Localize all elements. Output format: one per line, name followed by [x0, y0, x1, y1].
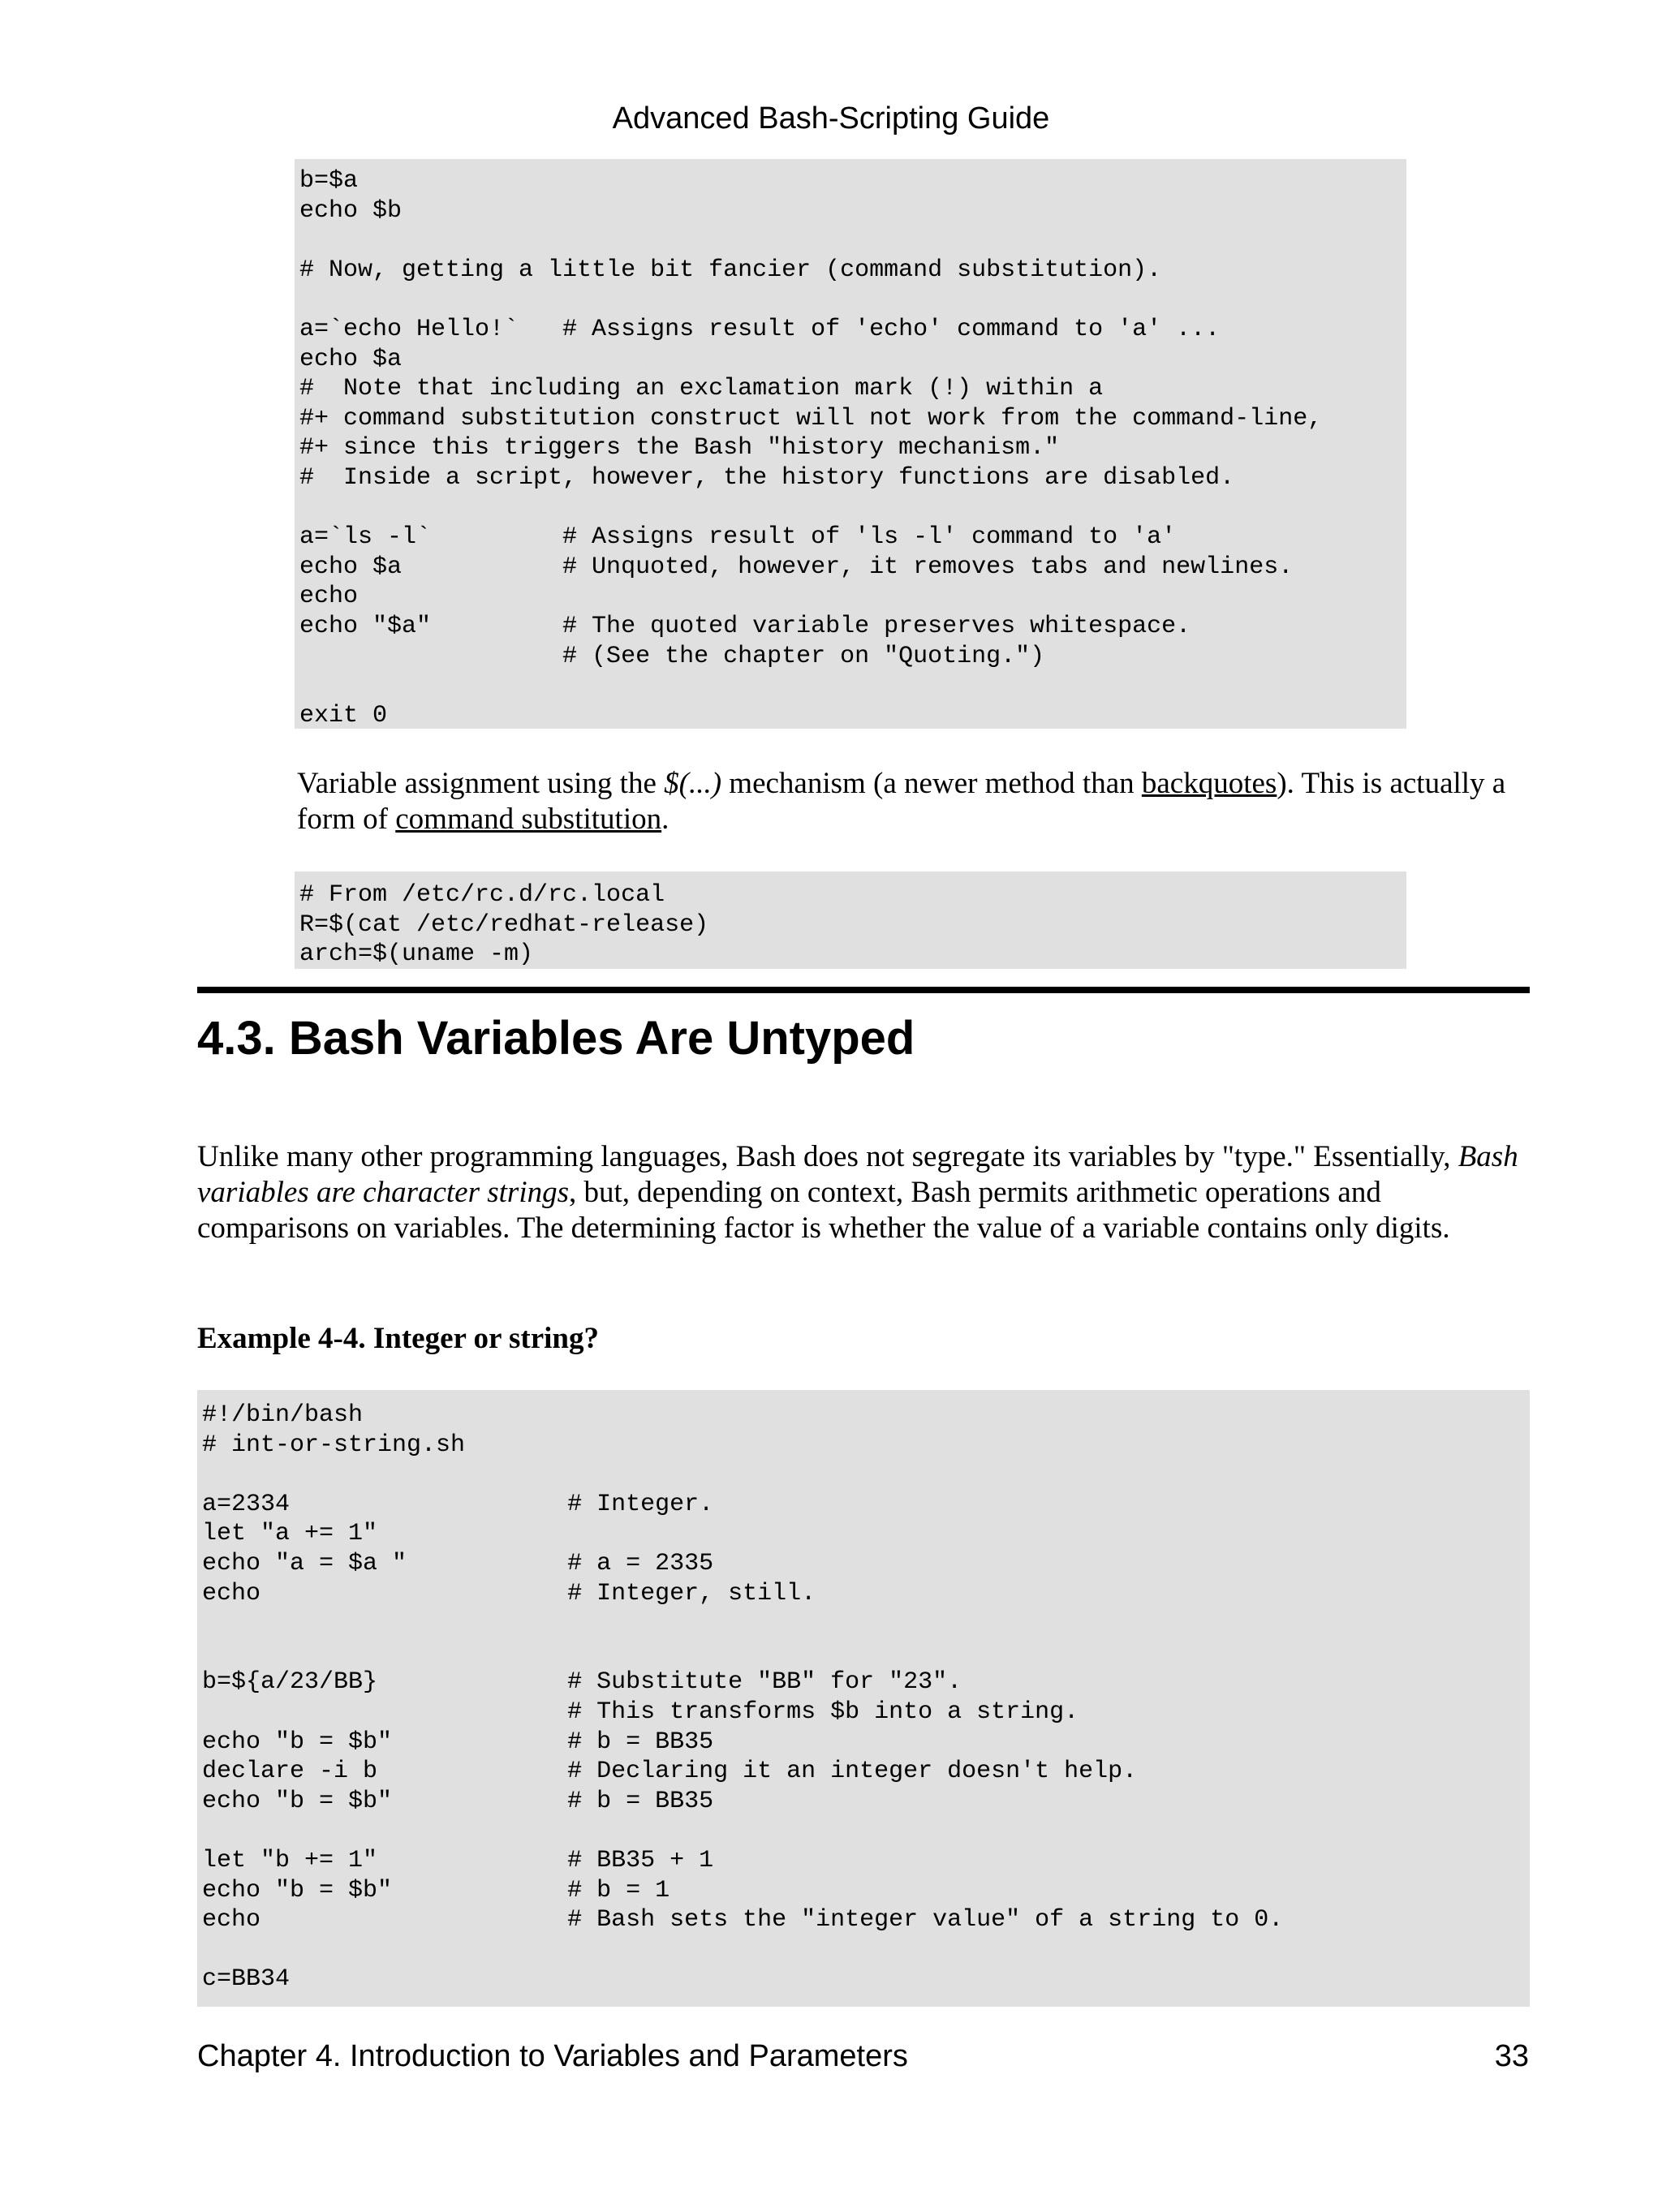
paragraph-italic-syntax: $(...): [664, 767, 722, 800]
running-header: Advanced Bash-Scripting Guide: [612, 101, 1050, 136]
paragraph-text: ). This is actually a form of: [297, 767, 1506, 836]
code-block-rc-local: # From /etc/rc.d/rc.local R=$(cat /etc/redhat-release) arch=$(uname -m): [295, 871, 1406, 969]
link-command-substitution[interactable]: command substitution: [395, 803, 662, 836]
paragraph-italic-emphasis: Bash variables are character strings: [197, 1140, 1518, 1209]
example-title: Example 4-4. Integer or string?: [197, 1322, 600, 1355]
code-block-command-substitution: b=$a echo $b # Now, getting a little bit fancier (command substitution). a=`echo Hello!` # Assigns result of 'echo' command to 'a' ... echo $a # Note that including an exclamation mark (!) within a #+ command substitution construct will not work from the command-line, #+ since this triggers the Bash "history mechanism." # Inside a script, however, the history functions are disabled. a=`ls -l` # Assigns result of 'ls -l' command to 'a' echo $a # Unquoted, however, it removes tabs and newlines. echo echo "$a" # The quoted variable preserves whitespace. # (See the chapter on "Quoting.") exit 0: [295, 159, 1406, 729]
footer-chapter-title: Chapter 4. Introduction to Variables and Parameters: [197, 2039, 908, 2073]
paragraph-untyped-variables: [197, 1139, 1532, 1246]
paragraph-text: .: [661, 803, 670, 836]
paragraph-text: Variable assignment using the: [297, 767, 665, 800]
paragraph-text: , but, depending on context, Bash permits arithmetic operations and comparisons on variables. The determining factor is whether the value of a variable contains only digits.: [197, 1176, 1450, 1245]
code-block-int-or-string: #!/bin/bash # int-or-string.sh a=2334 # Integer. let "a += 1" echo "a = $a " # a = 2335 echo # Integer, still. b=${a/23/BB} # Substitute "BB" for "23". # This transforms $b into a string. echo "b = $b" # b = BB35 declare -i b # Declaring it an integer doesn't help. echo "b = $b" # b = BB35 let "b += 1" # BB35 + 1 echo "b = $b" # b = 1 echo # Bash sets the "integer value" of a string to 0. c=BB34: [197, 1390, 1530, 2007]
paragraph-text: Unlike many other programming languages, Bash does not segregate its variables by "type." Essentially,: [197, 1140, 1458, 1173]
link-backquotes[interactable]: backquotes: [1141, 767, 1277, 800]
section-divider: [197, 987, 1530, 993]
paragraph-text: mechanism (a newer method than: [721, 767, 1142, 800]
paragraph-dollar-paren-assignment: [297, 766, 1522, 837]
section-title: 4.3. Bash Variables Are Untyped: [197, 1012, 915, 1065]
footer-page-number: 33: [1494, 2039, 1529, 2073]
